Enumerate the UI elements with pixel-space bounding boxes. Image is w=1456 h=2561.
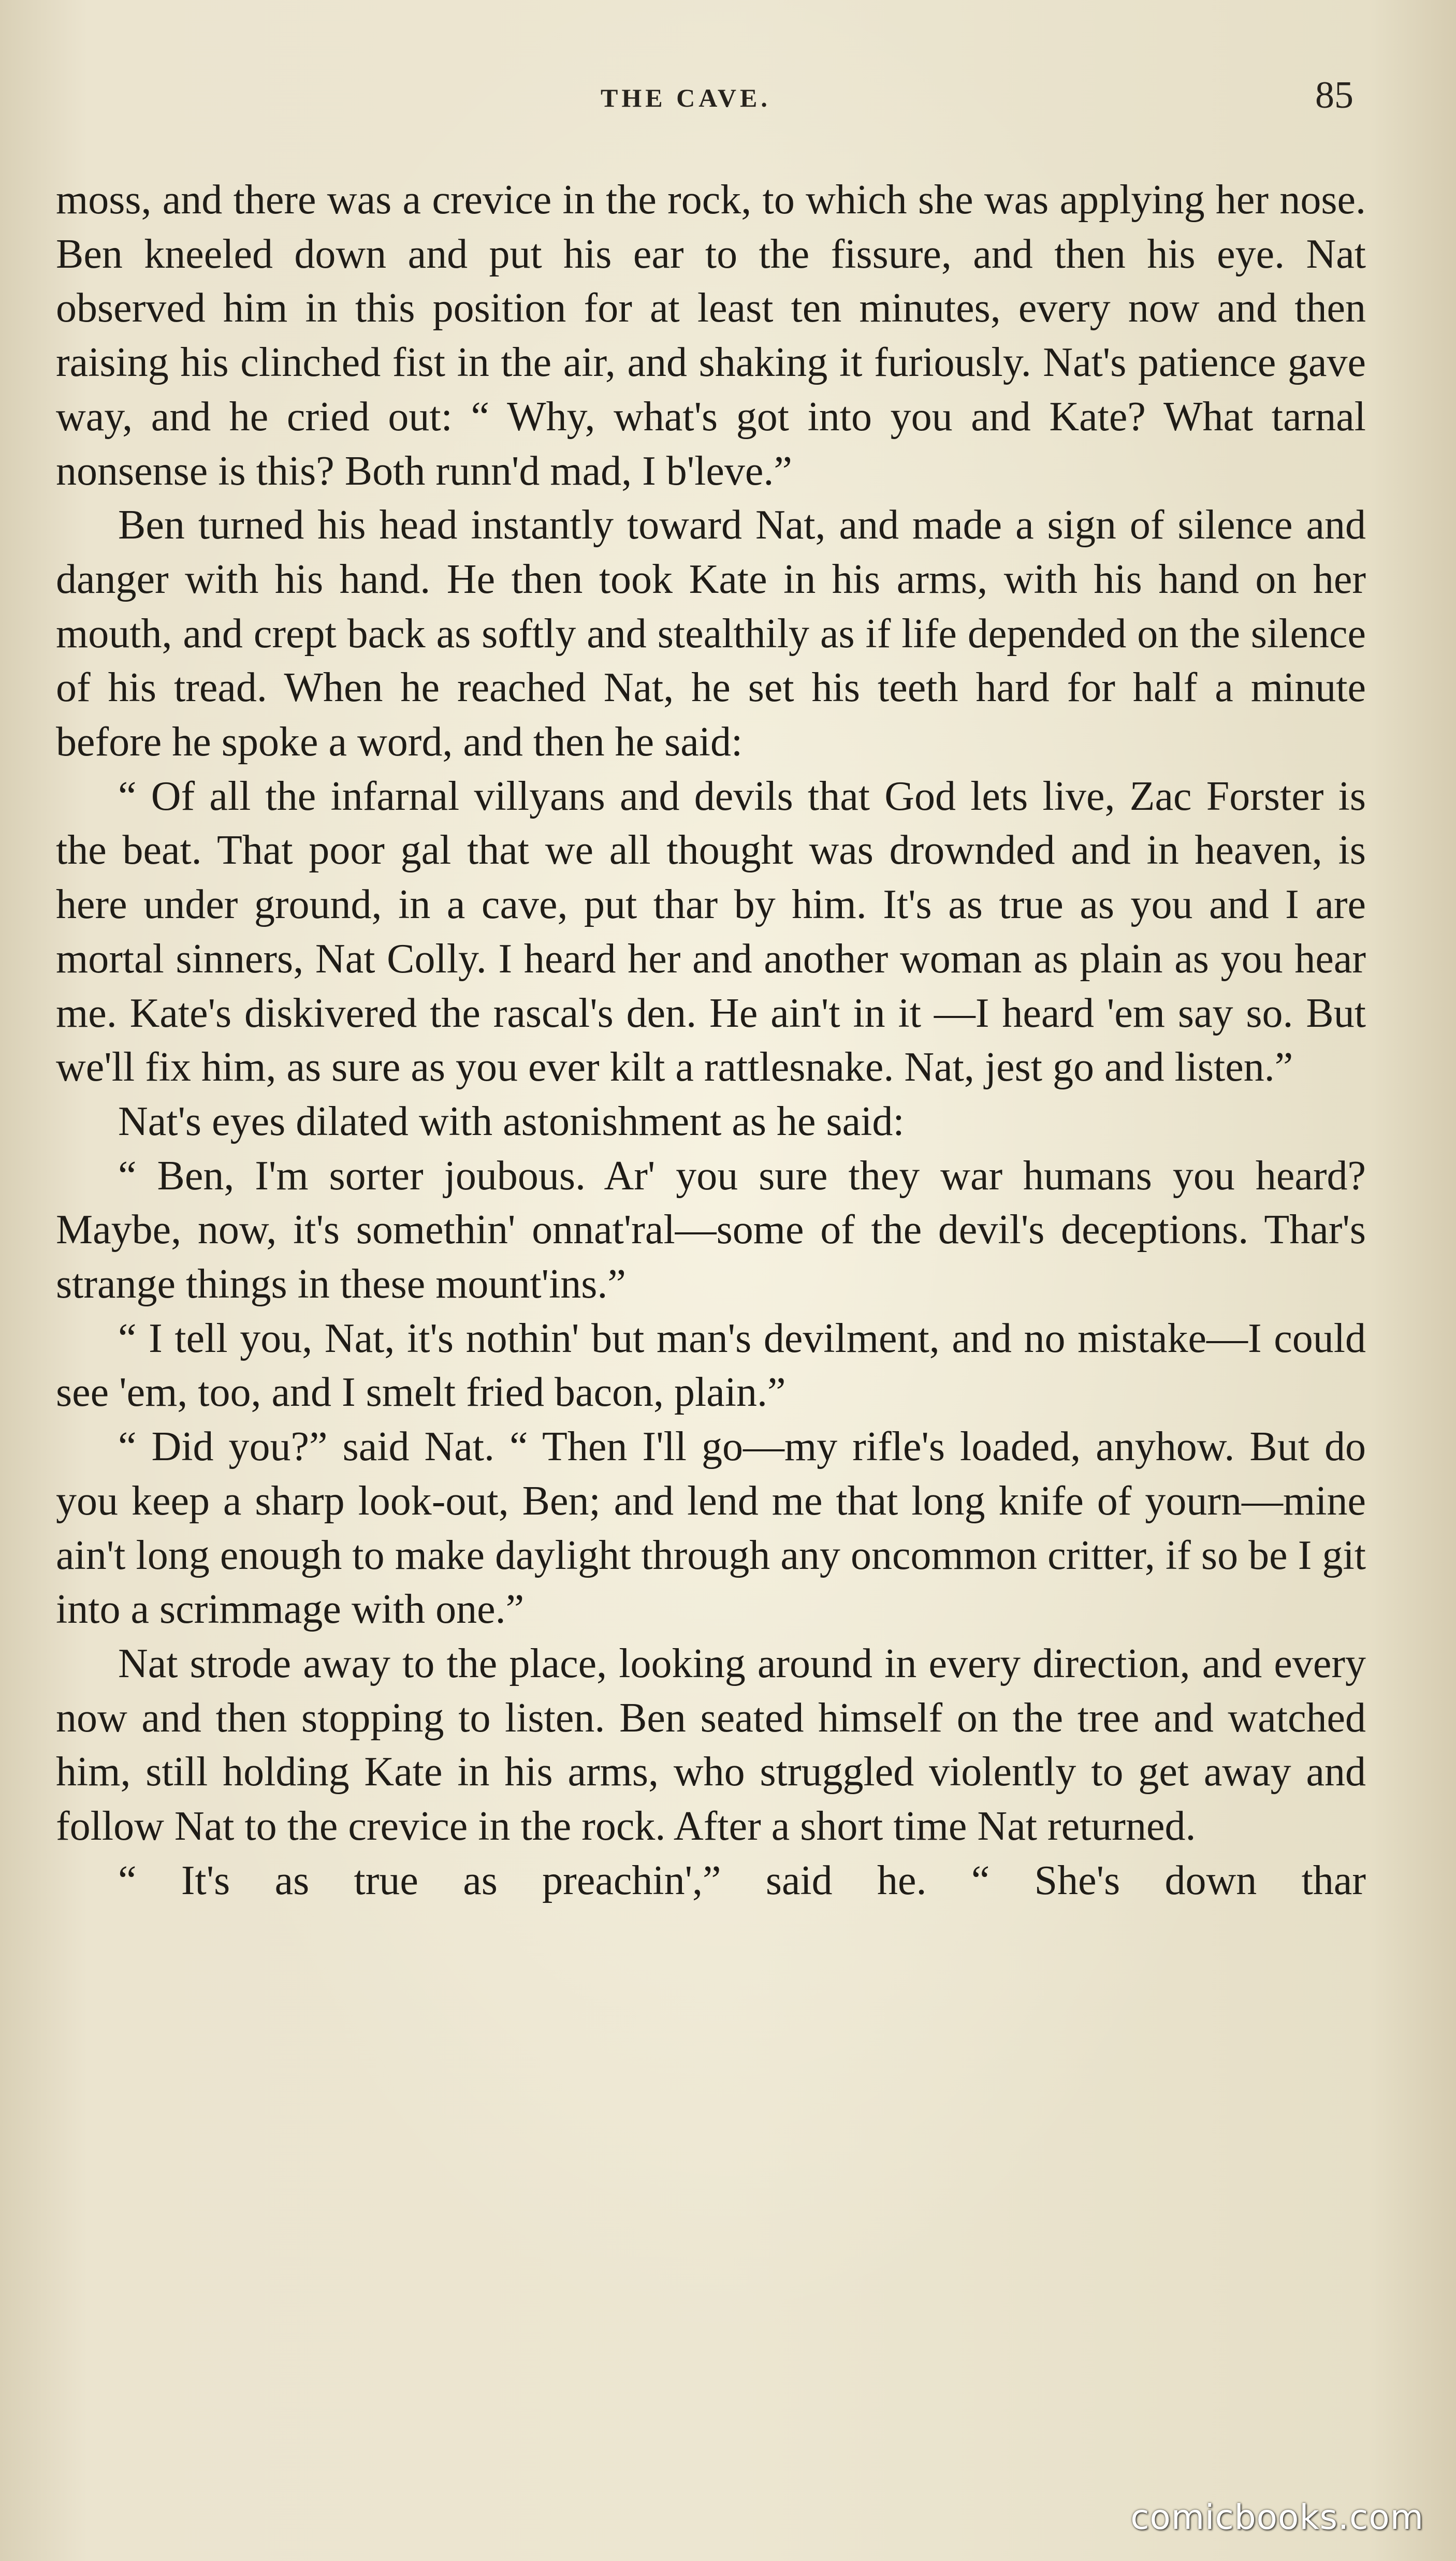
- watermark: comicbooks.com: [1130, 2497, 1424, 2537]
- body-text: [56, 173, 1366, 1908]
- paragraph-4: Nat's eyes dilated with astonishment as he said:: [118, 1098, 905, 1144]
- paragraph-5: “ Ben, I'm sorter joubous. Ar' you sure they war humans you heard? Maybe, now, it's somethin' onnat'ral—some of the devil's deceptions. Thar's strange things in these mount'ins.”: [56, 1153, 1366, 1307]
- paragraph-2: Ben turned his head instantly toward Nat, and made a sign of silence and danger with his hand. He then took Kate in his arms, with his hand on her mouth, and crept back as softly and stealthily as if life depended on the silence of his tread. When he reached Nat, he set his teeth hard for half a minute before he spoke a word, and then he said:: [56, 502, 1366, 765]
- page-number: 85: [1315, 74, 1353, 117]
- paragraph-3: “ Of all the infarnal villyans and devils that God lets live, Zac Forster is the beat. That poor gal that we all thought was drownded and in heaven, is here under ground, in a cave, put thar by him. It's as true as you and I are mortal sinners, Nat Colly. I heard her and another woman as plain as you hear me. Kate's diskivered the rascal's den. He ain't in it —I heard 'em say so. But we'll fix him, as sure as you ever kilt a rattlesnake. Nat, jest go and listen.”: [56, 773, 1366, 1090]
- paragraph-7: “ Did you?” said Nat. “ Then I'll go—my rifle's loaded, anyhow. But do you keep a sharp look-out, Ben; and lend me that long knife of yourn—mine ain't long enough to make daylight through any oncommon critter, if so be I git into a scrimmage with one.”: [56, 1424, 1366, 1633]
- running-title: THE CAVE.: [601, 83, 771, 112]
- paragraph-6: “ I tell you, Nat, it's nothin' but man's devilment, and no mistake—I could see 'em, too, and I smelt fried bacon, plain.”: [56, 1315, 1366, 1416]
- paragraph-9: “ It's as true as preachin',” said he. “ She's down thar: [118, 1857, 1366, 1903]
- running-head: [0, 74, 1456, 124]
- paragraph-1: moss, and there was a crevice in the rock, to which she was applying her nose. Ben kneeled down and put his ear to the fissure, and then his eye. Nat observed him in this position for at least ten minutes, every now and then raising his clinched fist in the air, and shaking it furiously. Nat's patience gave way, and he cried out: “ Why, what's got into you and Kate? What tarnal nonsense is this? Both runn'd mad, I b'leve.”: [56, 177, 1366, 494]
- paragraph-8: Nat strode away to the place, looking around in every direction, and every now and then stopping to listen. Ben seated himself on the tree and watched him, still holding Kate in his arms, who struggled violently to get away and follow Nat to the crevice in the rock. After a short time Nat returned.: [56, 1640, 1366, 1850]
